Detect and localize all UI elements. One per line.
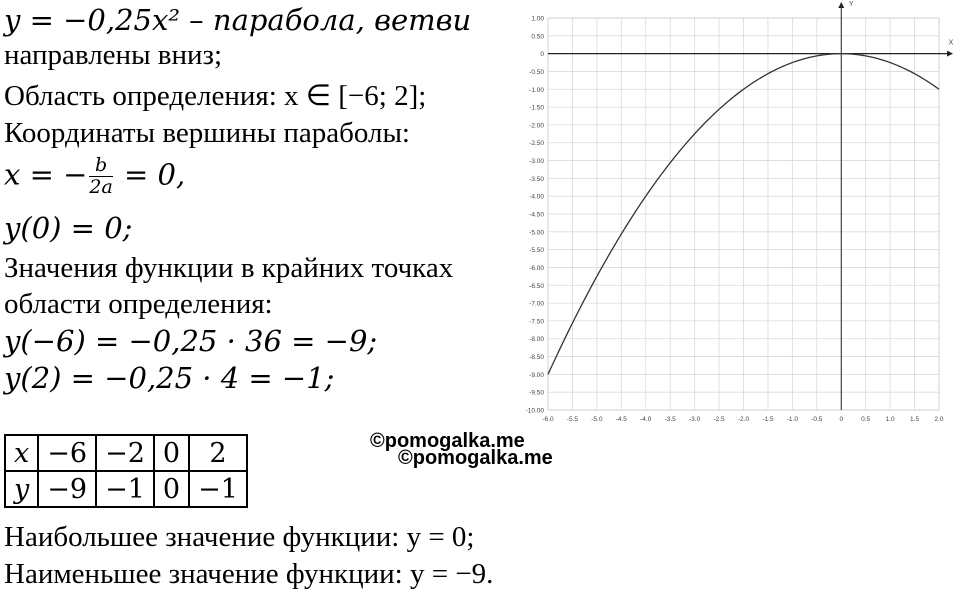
y-tick-label: -8.00 [529, 336, 544, 344]
x-tick-label: 0 [839, 416, 844, 423]
x-tick-label: 0.5 [861, 416, 871, 423]
line-domain: Область определения: x ∈ [−6; 2]; [4, 80, 427, 112]
x-tick-label: -5.5 [566, 416, 579, 423]
x-axis-label: X [948, 39, 954, 47]
line-endpoints-domain: области определения: [4, 288, 273, 320]
y-tick-label: -5.50 [529, 247, 544, 255]
line-max-value: Наибольшее значение функции: y = 0; [4, 521, 475, 553]
x-tick-label: -0.5 [811, 416, 823, 423]
table-cell: 0 [154, 471, 189, 507]
fraction-denominator: 2a [89, 176, 113, 198]
x-tick-label: -3.5 [664, 416, 676, 423]
y-tick-label: -3.00 [529, 158, 544, 166]
y-tick-label: -2.50 [529, 140, 544, 148]
fraction-numerator: b [89, 156, 112, 177]
line-vertex-x [4, 156, 185, 197]
table-cell: −1 [189, 471, 247, 507]
x-tick-label: -6.0 [542, 416, 554, 423]
x-tick-label: -3.0 [689, 416, 701, 423]
y-tick-label: 0 [540, 51, 544, 59]
y-tick-label: -9.50 [529, 389, 544, 397]
y-tick-label: -1.00 [529, 86, 544, 94]
y-tick-label: -8.50 [529, 354, 544, 362]
table-cell: −2 [96, 435, 154, 471]
table-cell: x [5, 435, 38, 471]
y-tick-label: -0.50 [529, 68, 544, 76]
line-min-value: Наименьшее значение функции: y = −9. [4, 558, 494, 590]
x-tick-label: -1.5 [762, 416, 774, 423]
y-tick-label: -6.50 [529, 282, 544, 290]
y-tick-label: -10.00 [525, 407, 544, 415]
table-row [5, 435, 247, 471]
x-axis-arrow-icon [947, 51, 953, 57]
fraction-b-over-2a [89, 156, 112, 197]
x-tick-label: 2.0 [934, 416, 944, 423]
y-axis-arrow-icon [838, 2, 844, 8]
line-vertex-title: Координаты вершины параболы: [4, 117, 410, 149]
tick-labels [526, 16, 944, 424]
x-tick-label: -4.0 [640, 416, 652, 423]
y-tick-label: -3.50 [529, 175, 544, 183]
x-tick-label: -4.5 [615, 416, 627, 423]
x-tick-label: 1.0 [885, 416, 895, 423]
y-tick-label: -4.00 [529, 193, 544, 201]
y-axis-label: Y [848, 1, 854, 8]
y-tick-label: -6.00 [529, 264, 544, 272]
line-equation: y = −0,25x² – парабола, ветви [4, 3, 472, 37]
line-y-2: y(2) = −0,25 · 4 = −1; [4, 361, 335, 395]
x-tick-label: -5.0 [591, 416, 603, 423]
line-vertex-y: y(0) = 0; [4, 211, 133, 245]
y-tick-label: -1.50 [529, 104, 544, 112]
table-row [5, 471, 247, 507]
table-cell: −9 [38, 471, 96, 507]
x-tick-label: 1.5 [910, 416, 920, 423]
table-cell: 0 [154, 435, 189, 471]
vertex-x-right: = 0, [114, 157, 186, 192]
values-table [4, 434, 248, 508]
y-tick-label: -2.00 [529, 122, 544, 130]
table-cell: y [5, 471, 38, 507]
line-endpoints-title: Значения функции в крайних точках [4, 252, 454, 284]
watermark: ©pomogalka.me [398, 447, 553, 469]
y-tick-label: 0.50 [531, 33, 544, 41]
y-tick-label: -7.50 [529, 318, 544, 326]
vertex-x-left: x = − [4, 157, 88, 192]
y-tick-label: -7.00 [529, 300, 544, 308]
y-tick-label: -4.50 [529, 211, 544, 219]
table-cell: −1 [96, 471, 154, 507]
line-branches: направлены вниз; [4, 39, 223, 71]
y-tick-label: -9.00 [529, 371, 544, 379]
table-cell: 2 [189, 435, 247, 471]
x-tick-label: -2.0 [737, 416, 750, 423]
line-y-minus6: y(−6) = −0,25 · 36 = −9; [4, 324, 378, 358]
axes [548, 1, 954, 410]
y-tick-label: 1.00 [531, 15, 544, 23]
y-tick-label: -5.00 [529, 229, 544, 237]
table-cell: −6 [38, 435, 96, 471]
watermark: ©pomogalka.me [370, 430, 525, 452]
grid [548, 18, 939, 410]
parabola-graph [500, 0, 960, 440]
x-tick-label: -1.0 [786, 416, 798, 423]
x-tick-label: -2.5 [713, 416, 725, 423]
